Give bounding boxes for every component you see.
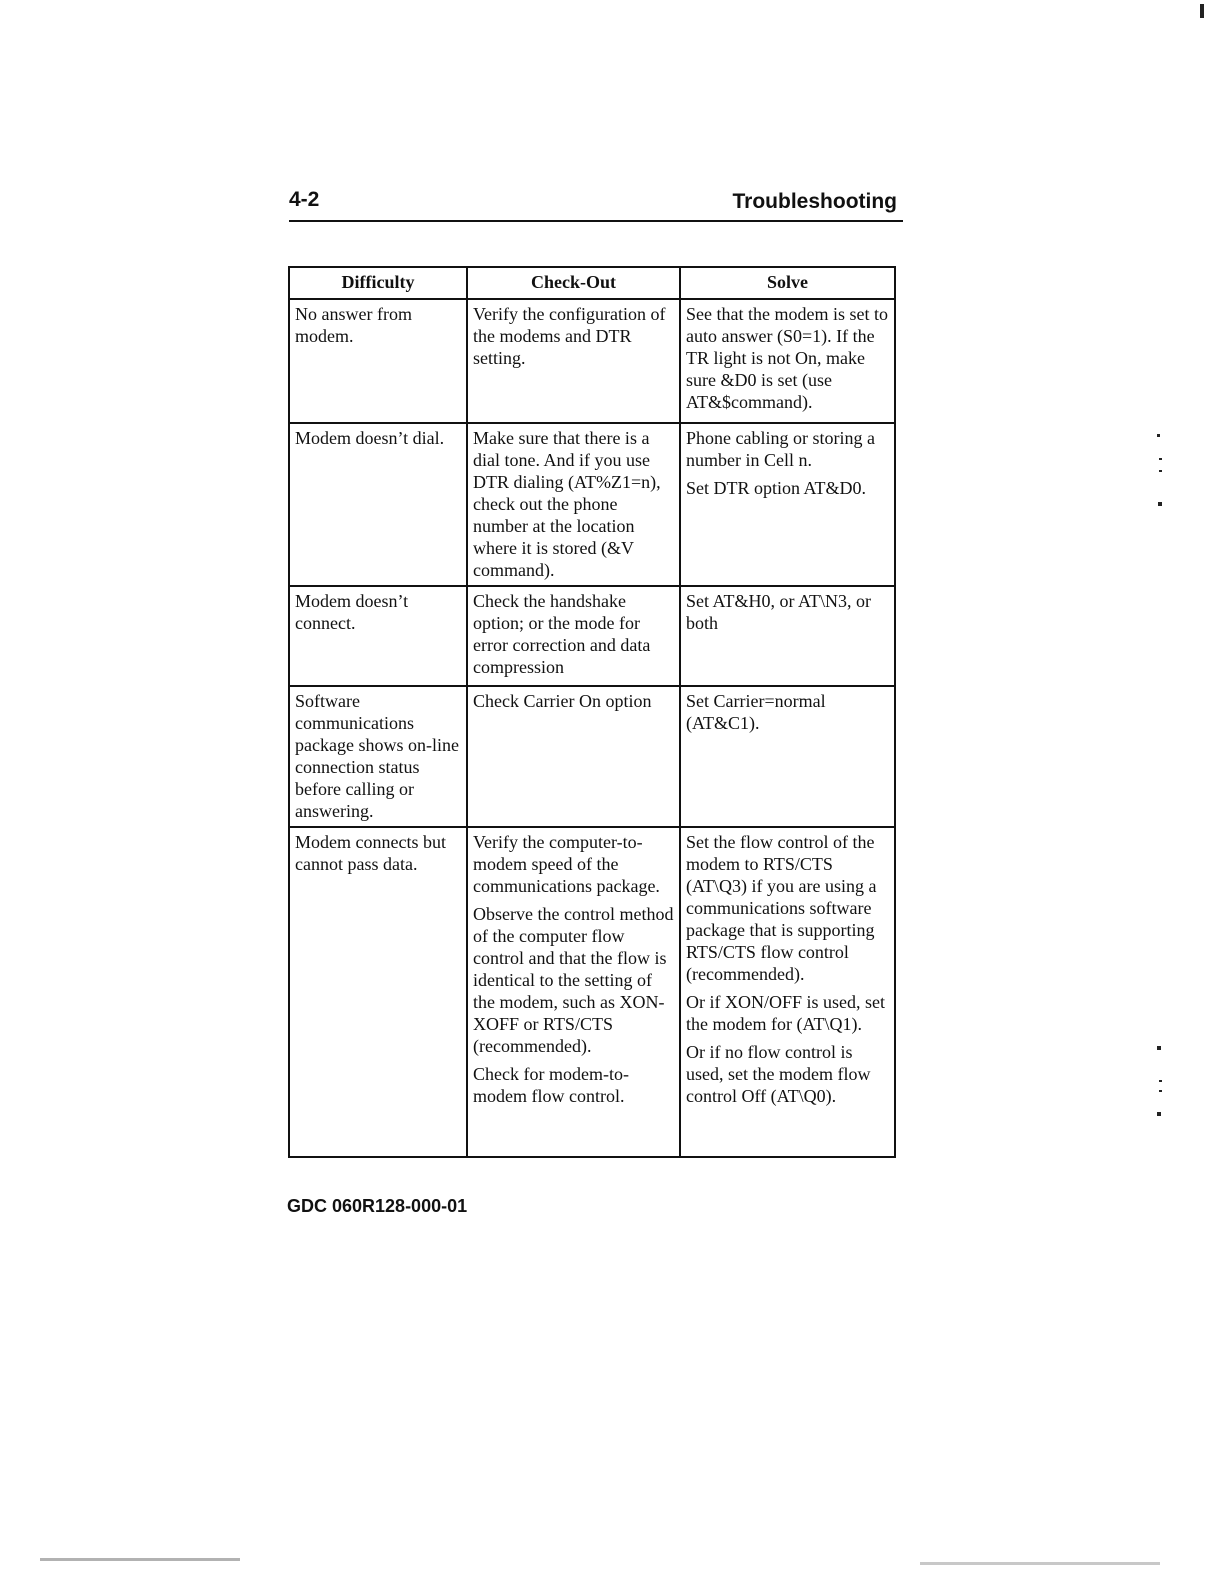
difficulty-cell: Modem connects but cannot pass data. (289, 827, 467, 1157)
table-row (289, 686, 895, 827)
solve-cell (680, 686, 895, 827)
solve-text: See that the modem is set to auto answer (S0=1). If the TR light is not On, make sure &D0 is set (use AT&$command). (686, 304, 888, 412)
difficulty-cell: No answer from modem. (289, 299, 467, 423)
solve-text: Set DTR option AT&D0. (686, 478, 867, 498)
checkout-text: Verify the configuration of the modems and DTR setting. (473, 304, 666, 368)
page-header (289, 184, 903, 222)
solve-text: Set AT&H0, or AT\N3, or both (686, 591, 872, 633)
troubleshooting-table (288, 266, 896, 1158)
scan-mark (1159, 1090, 1162, 1092)
solve-text: Set Carrier=normal (AT&C1). (686, 691, 826, 733)
table-row (289, 586, 895, 686)
scan-mark (40, 1558, 240, 1561)
scan-mark (1200, 4, 1204, 18)
solve-cell (680, 299, 895, 423)
column-header-solve: Solve (680, 267, 895, 299)
checkout-cell (467, 686, 680, 827)
column-header-check-out: Check-Out (467, 267, 680, 299)
page-number: 4-2 (289, 188, 320, 211)
solve-text: Or if XON/OFF is used, set the modem for (AT\Q1). (686, 992, 886, 1034)
scan-mark (1157, 1112, 1161, 1116)
scan-mark (1157, 1046, 1161, 1050)
checkout-cell (467, 586, 680, 686)
scan-mark (1159, 470, 1162, 472)
scan-mark (1159, 458, 1162, 460)
table-row (289, 299, 895, 423)
document-number: GDC 060R128-000-01 (287, 1196, 468, 1216)
checkout-cell (467, 299, 680, 423)
solve-cell (680, 423, 895, 586)
checkout-text: Check for modem-to-modem flow control. (473, 1064, 629, 1106)
section-title: Troubleshooting (732, 190, 897, 213)
checkout-cell (467, 827, 680, 1157)
checkout-text: Verify the computer-to-modem speed of the communications package. (473, 832, 660, 896)
table-row (289, 423, 895, 586)
difficulty-cell: Modem doesn’t connect. (289, 586, 467, 686)
solve-text: Phone cabling or storing a number in Cell n. (686, 428, 875, 470)
solve-cell (680, 586, 895, 686)
checkout-text: Observe the control method of the computer flow control and that the flow is identical to the setting of the modem, such as XON-XOFF or RTS/CTS (recommended). (473, 904, 674, 1056)
scan-mark (920, 1562, 1160, 1565)
scan-mark (1158, 502, 1162, 506)
table-row (289, 827, 895, 1157)
scan-mark (1159, 1080, 1162, 1082)
solve-cell (680, 827, 895, 1157)
solve-text: Or if no flow control is used, set the modem flow control Off (AT\Q0). (686, 1042, 871, 1106)
table-header-row (289, 267, 895, 299)
checkout-text: Check the handshake option; or the mode for error correction and data compression (473, 591, 651, 677)
scan-mark (1157, 434, 1160, 437)
difficulty-cell: Modem doesn’t dial. (289, 423, 467, 586)
checkout-text: Make sure that there is a dial tone. And if you use DTR dialing (AT%Z1=n), check out the phone number at the location where it is stored (&V command). (473, 428, 661, 580)
checkout-text: Check Carrier On option (473, 691, 652, 711)
column-header-difficulty: Difficulty (289, 267, 467, 299)
checkout-cell (467, 423, 680, 586)
difficulty-cell: Software communications package shows on-line connection status before calling or answering. (289, 686, 467, 827)
solve-text: Set the flow control of the modem to RTS/CTS (AT\Q3) if you are using a communications software package that is supporting RTS/CTS flow control (recommended). (686, 832, 877, 984)
